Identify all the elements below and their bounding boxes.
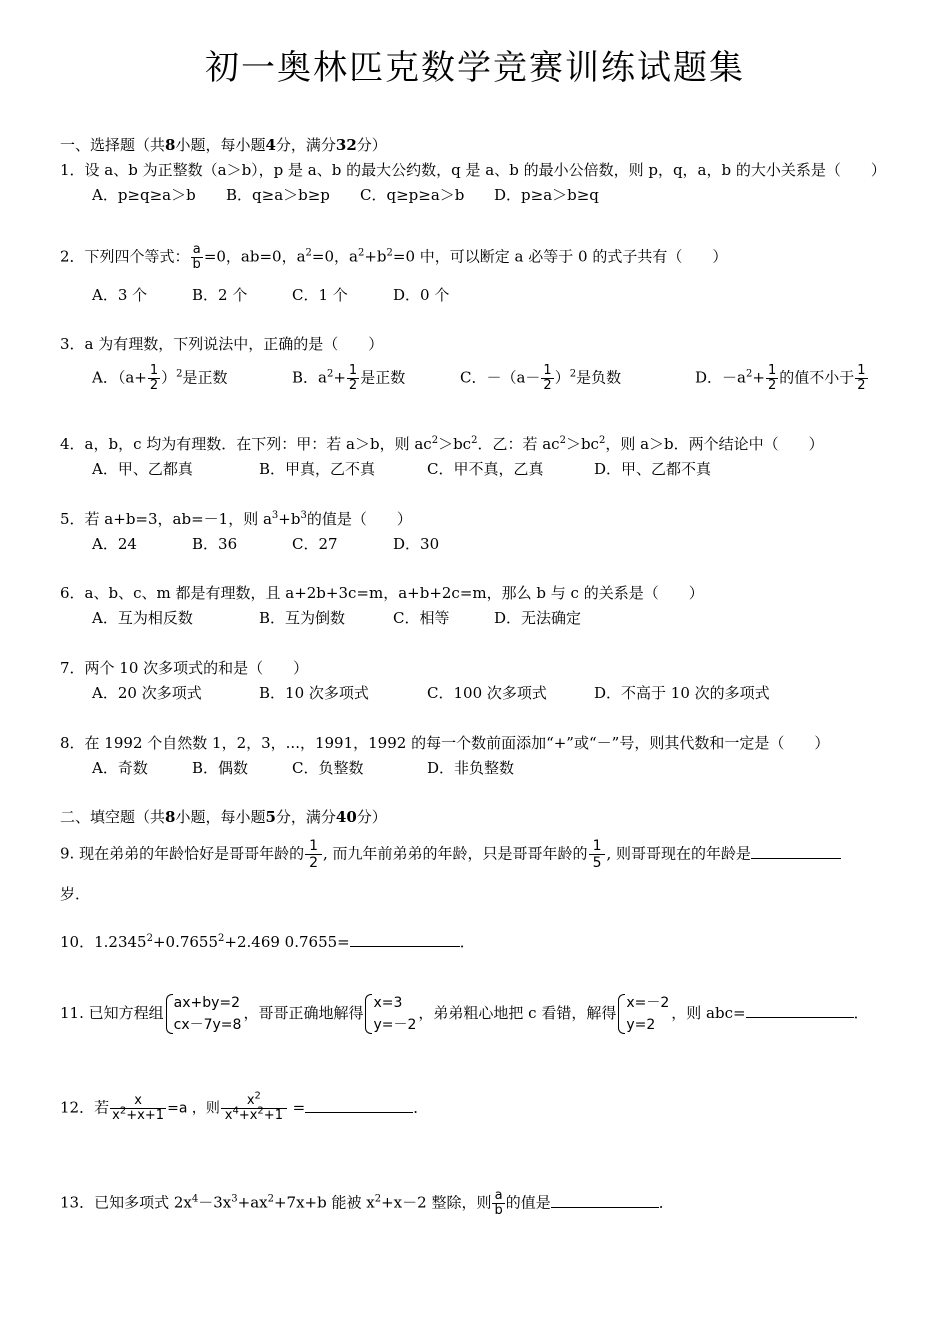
q4-option-c: C．甲不真，乙真 — [427, 460, 544, 478]
document-title: 初一奥林匹克数学竞赛训练试题集 — [205, 48, 745, 88]
question-5-stem: 5．若 a+b=3，ab=－1，则 $a^3+b^3$的值是（ ） — [60, 510, 412, 528]
q2-option-a: A．3 个 — [92, 286, 148, 304]
q3-option-c: C．－（a－ $\frac{1}{2}$ ）$^2$是负数 — [460, 363, 622, 393]
equation-system-3: x=－2 y=2 — [618, 992, 669, 1036]
q5-option-d: D．30 — [393, 535, 440, 553]
answer-blank-11[interactable] — [746, 1003, 854, 1018]
question-11-stem: 11. 已知方程组 ax+by=2 cx－7y=8 ，哥哥正确地解得 x=3 y=－2 ，弟弟粗心地把 c 看错，解得 x=－2 y=2 ，则 abc= ． — [60, 992, 869, 1036]
q7-option-c: C．100 次多项式 — [427, 684, 547, 702]
q3-option-a: A．（a+ $\frac{1}{2}$ ）$^2$是正数 — [92, 363, 228, 393]
fraction-a-over-b: $\frac{a}{b}$ — [192, 242, 201, 272]
q5-option-c: C．27 — [292, 535, 338, 553]
answer-blank-12[interactable] — [305, 1098, 413, 1113]
q2-option-d: D．0 个 — [393, 286, 450, 304]
q8-option-a: A．奇数 — [92, 759, 148, 777]
q8-option-c: C．负整数 — [292, 759, 364, 777]
question-6-stem: 6．a、b、c、m 都是有理数，且 a+2b+3c=m，a+b+2c=m，那么 b 与 c 的关系是（ ） — [60, 584, 704, 602]
answer-blank-13[interactable] — [551, 1193, 659, 1208]
q7-option-a: A．20 次多项式 — [92, 684, 202, 702]
equation-system-2: x=3 y=－2 — [365, 992, 416, 1036]
q1-option-d: D．p≥a＞b≥q — [494, 186, 599, 204]
question-10-stem: 10．$1.2345^2+0.7655^2+2.469$ 0.7655= ． — [60, 933, 475, 951]
question-7-stem: 7．两个 10 次多项式的和是（ ） — [60, 659, 309, 677]
q1-option-c: C．q≥p≥a＞b — [360, 186, 465, 204]
question-8-stem: 8．在 1992 个自然数 1，2，3，...，1991，1992 的每一个数前面添加“+”或“－”号，则其代数和一定是（ ） — [60, 734, 830, 752]
question-2-stem: 2．下列四个等式： $\frac{a}{b}$ =0，ab=0，$a^2=0$，$a^2+b^2=0$ 中，可以断定 a 必等于 0 的式子共有（ ） — [60, 242, 728, 272]
section-1-header: 一、选择题（共8小题，每小题4分，满分32分） — [60, 136, 387, 154]
question-3-stem: 3．a 为有理数，下列说法中，正确的是（ ） — [60, 335, 384, 353]
q8-option-d: D．非负整数 — [427, 759, 515, 777]
q7-option-d: D．不高于 10 次的多项式 — [594, 684, 770, 702]
answer-blank-10[interactable] — [350, 932, 460, 947]
q2-option-c: C．1 个 — [292, 286, 348, 304]
q1-option-a: A．p≥q≥a＞b — [92, 186, 196, 204]
q5-option-b: B．36 — [192, 535, 238, 553]
q5-option-a: A．24 — [92, 535, 137, 553]
question-9-stem: 9. 现在弟弟的年龄恰好是哥哥年龄的 $\frac{1}{2}$ , 而九年前弟弟的年龄，只是哥哥年龄的 $\frac{1}{5}$ , 则哥哥现在的年龄是 — [60, 838, 841, 871]
q6-option-c: C．相等 — [393, 609, 450, 627]
q4-option-a: A．甲、乙都真 — [92, 460, 193, 478]
q6-option-d: D．无法确定 — [494, 609, 582, 627]
answer-blank-9[interactable] — [751, 844, 841, 859]
q3-option-b: B．$a^2+$ $\frac{1}{2}$ 是正数 — [292, 363, 406, 393]
fraction-a-over-b: $\frac{a}{b}$ — [494, 1188, 503, 1218]
q1-option-b: B．q≥a＞b≥p — [226, 186, 330, 204]
question-1-stem: 1．设 a、b 为正整数（a＞b），p 是 a、b 的最大公约数，q 是 a、b 的最小公倍数，则 p，q，a，b 的大小关系是（ ） — [60, 161, 886, 179]
q4-option-d: D．甲、乙都不真 — [594, 460, 712, 478]
equation-system-1: ax+by=2 cx－7y=8 — [166, 992, 242, 1036]
q3-option-d: D．$-a^2+$ $\frac{1}{2}$ 的值不小于 $\frac{1}{2}$ — [695, 363, 866, 393]
q7-option-b: B．10 次多项式 — [259, 684, 369, 702]
q6-option-b: B．互为倒数 — [259, 609, 346, 627]
question-12-stem: 12．若 $\frac{x}{x^2+x+1}$ =a ，则 $\frac{x^2}{x^4+x^2+1}$ = ． — [60, 1090, 429, 1123]
question-4-stem: 4．a，b，c 均为有理数．在下列：甲：若 a＞b，则 $ac^2>bc^2$．乙：若 $ac^2>bc^2$，则 a＞b．两个结论中（ ） — [60, 435, 824, 453]
question-13-stem: 13．已知多项式 $2x^4-3x^3+ax^2+7x+b$ 能被 $x^2+x-2$ 整除，则 $\frac{a}{b}$ 的值是 ． — [60, 1188, 674, 1218]
q4-option-b: B．甲真，乙不真 — [259, 460, 376, 478]
q6-option-a: A．互为相反数 — [92, 609, 193, 627]
section-2-header: 二、填空题（共8小题，每小题5分，满分40分） — [60, 808, 387, 826]
question-9-tail: 岁． — [60, 885, 91, 903]
q2-option-b: B．2 个 — [192, 286, 248, 304]
q8-option-b: B．偶数 — [192, 759, 249, 777]
